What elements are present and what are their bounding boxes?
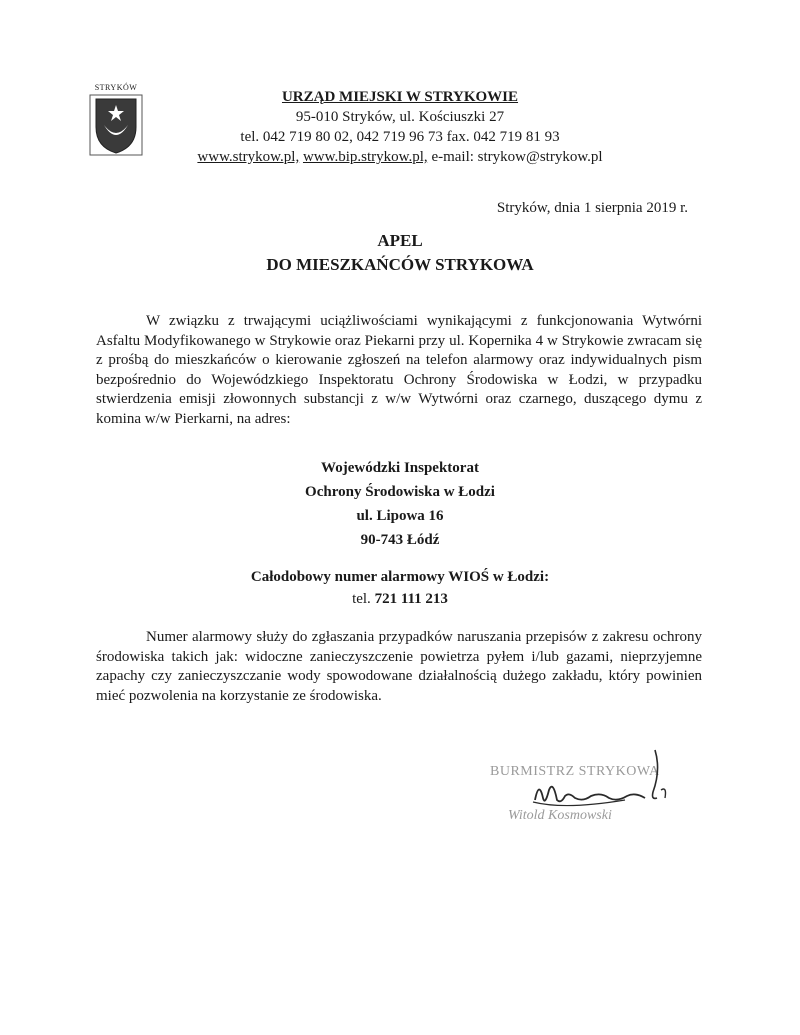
logo-text: STRYKÓW (94, 83, 138, 92)
alarm-tel-prefix: tel. (352, 591, 371, 607)
body-paragraph-2: Numer alarmowy służy do zgłaszania przypadków naruszania przepisów z zakresu ochrony środowiska takich jak: widoczne zanieczyszczenie powietrza pyłem i/lub gazami, nieprzyjemne zapachy czy zanieczyszczanie wody spowodowane działalnością dużego zakładu, który powinien mieć pozwolenia na korzystanie ze środowiska. (96, 629, 702, 704)
office-address: 95-010 Stryków, ul. Kościuszki 27 (295, 109, 505, 125)
alarm-phone (0, 588, 800, 610)
coat-of-arms-icon (84, 83, 148, 163)
office-name: URZĄD MIEJSKI W STRYKOWIE (281, 89, 519, 105)
title-line-2: DO MIESZKAŃCÓW STRYKOWA (266, 255, 534, 274)
website-link[interactable]: www.strykow.pl, (197, 149, 300, 165)
recipient-line-3: ul. Lipowa 16 (356, 508, 444, 524)
recipient-line-1: Wojewódzki Inspektorat (321, 460, 479, 476)
bip-website-link[interactable]: www.bip.strykow.pl, (302, 149, 428, 165)
handwritten-signature-icon (505, 740, 685, 830)
letterhead (150, 87, 650, 167)
alarm-number: 721 111 213 (374, 591, 448, 607)
coat-of-arms-logo (84, 83, 148, 163)
office-phones: tel. 042 719 80 02, 042 719 96 73 fax. 042 719 81 93 (240, 129, 560, 145)
letter-date: Stryków, dnia 1 sierpnia 2019 r. (496, 200, 688, 216)
alarm-label: Całodobowy numer alarmowy WIOŚ w Łodzi: (250, 569, 550, 585)
body-paragraph-1: W związku z trwającymi uciążliwościami wynikającymi z funkcjonowania Wytwórni Asfaltu Modyfikowanego w Strykowie oraz Piekarni przy ul. Kopernika 4 w Strykowie zwracam się z prośbą do mieszkańców o kierowanie zgłoszeń na telefon alarmowy oraz indywidualnych pism bezpośrednio do Wojewódzkiego Inspektoratu Ochrony Środowiska w Łodzi, w przypadku stwierdzenia emisji złowonnych substancji z w/w Wytwórni oraz czarnego, duszącego dymu z komina w/w Pierkarni, na adres: (96, 313, 702, 427)
stamp-title: BURMISTRZ STRYKOWA (490, 764, 660, 779)
recipient-line-4: 90-743 Łódź (360, 532, 440, 548)
office-contacts (150, 147, 650, 167)
recipient-address (0, 456, 800, 552)
title-line-1: APEL (377, 231, 423, 250)
alarm-block (0, 566, 800, 610)
stamp-name: Witold Kosmowski (508, 808, 612, 823)
recipient-line-2: Ochrony Środowiska w Łodzi (305, 484, 495, 500)
email-contact[interactable]: e-mail: strykow@strykow.pl (431, 149, 603, 165)
